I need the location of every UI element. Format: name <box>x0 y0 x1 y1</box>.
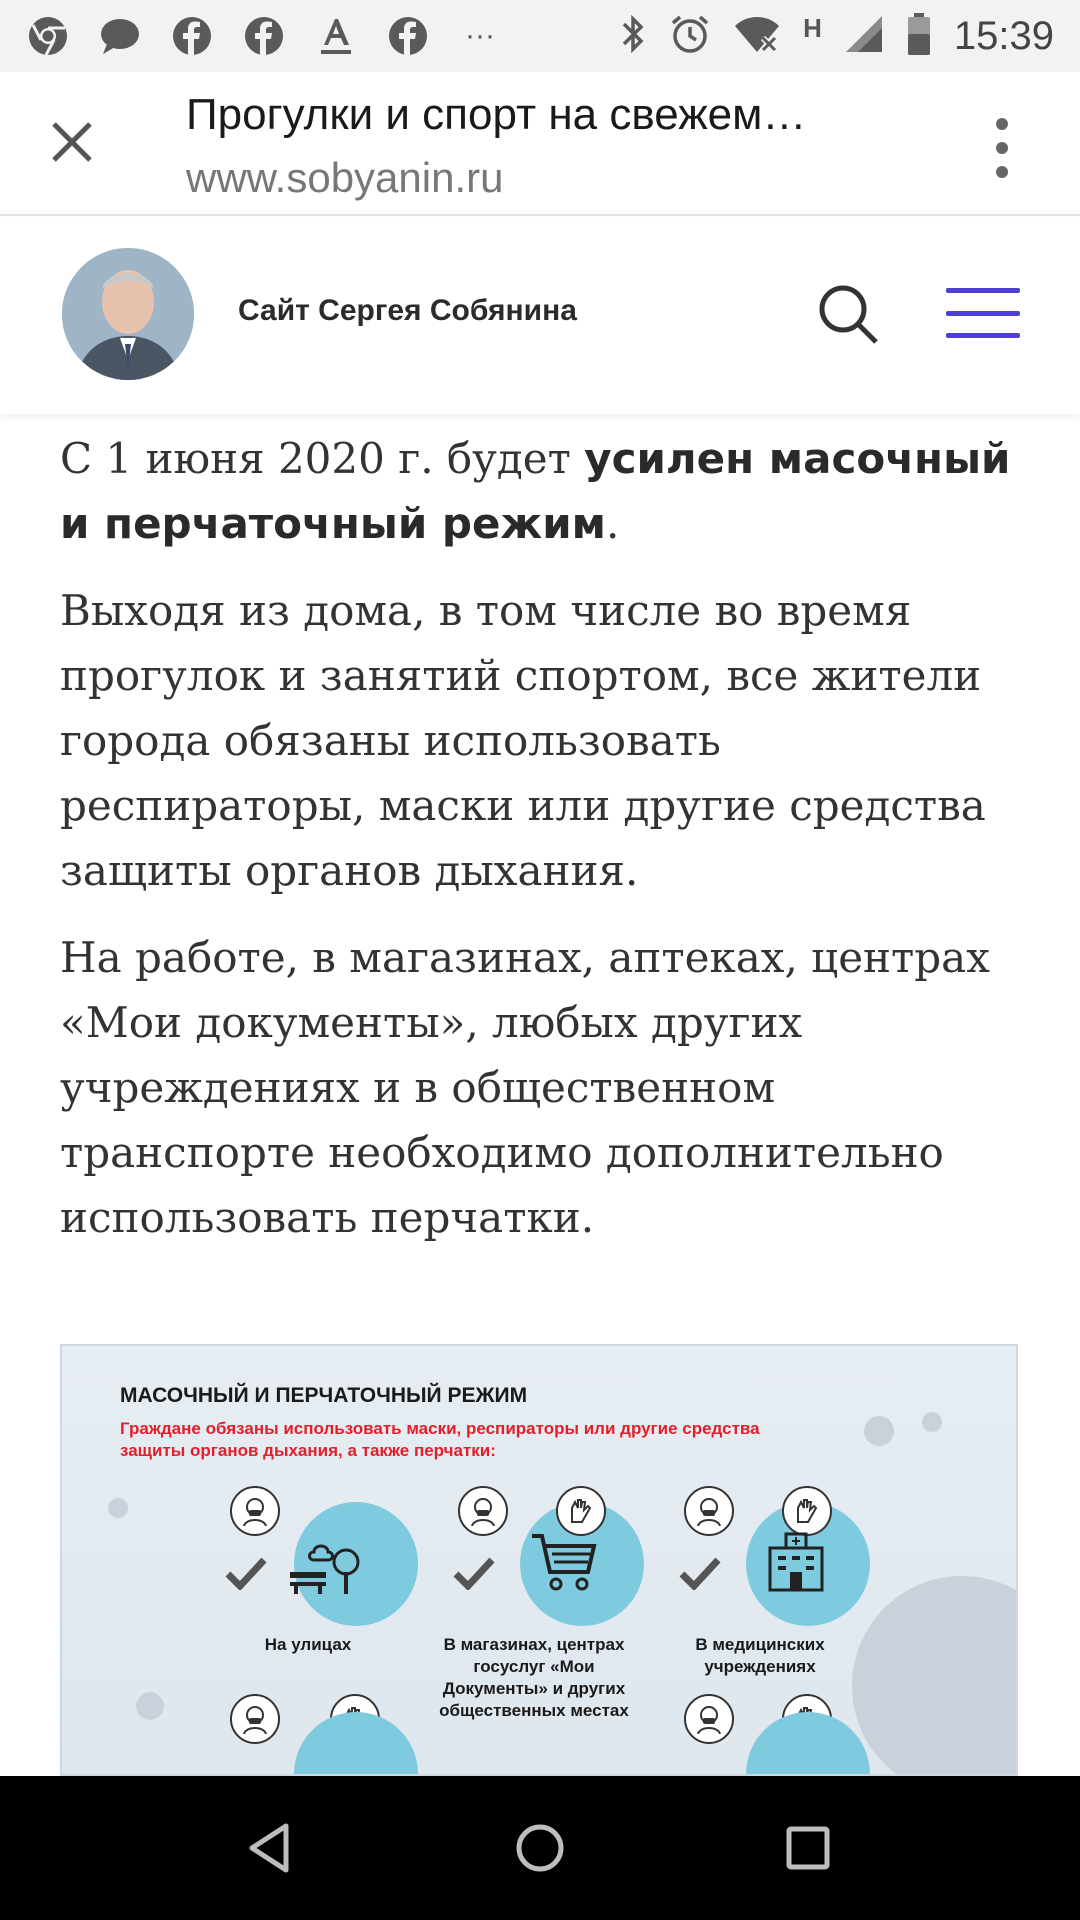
site-name[interactable]: Сайт Сергея Собянина <box>238 294 577 327</box>
cart-icon <box>530 1530 600 1596</box>
check-icon <box>452 1556 496 1590</box>
check-icon <box>224 1556 268 1590</box>
dot-icon <box>996 118 1008 130</box>
virus-icon <box>922 1412 942 1432</box>
status-bar <box>0 0 1080 72</box>
paragraph-text: . <box>605 499 620 548</box>
office-circle <box>746 1712 870 1776</box>
wifi-off-icon <box>733 14 781 59</box>
infographic-image[interactable] <box>60 1344 1018 1776</box>
paragraph-text: С 1 июня 2020 г. будет <box>60 434 585 483</box>
park-icon <box>284 1532 368 1596</box>
back-button[interactable] <box>234 1812 306 1884</box>
menu-line <box>946 333 1020 338</box>
paragraph-bold-text: усилен масочный и перчаточный режим <box>60 434 1011 548</box>
navigation-bar <box>0 1776 1080 1920</box>
close-icon <box>50 120 94 164</box>
item-label-medical: В медицинских учреждениях <box>695 1635 825 1676</box>
search-button[interactable] <box>816 282 880 346</box>
back-triangle-icon <box>246 1822 294 1874</box>
article-paragraph: Выходя из дома, в том числе во время прогулок и занятий спортом, все жители города обязаны использовать респираторы, маски или другие средства защиты органов дыхания. <box>60 586 986 895</box>
virus-icon <box>852 1576 1018 1776</box>
menu-line <box>946 311 1020 316</box>
bluetooth-icon <box>619 13 647 60</box>
alarm-icon <box>669 13 711 60</box>
home-button[interactable] <box>504 1812 576 1884</box>
chat-icon <box>98 14 142 58</box>
menu-line <box>946 288 1020 293</box>
mask-icon <box>684 1486 734 1536</box>
gloves-icon <box>782 1486 832 1536</box>
home-circle-icon <box>514 1822 566 1874</box>
infographic-title: МАСОЧНЫЙ И ПЕРЧАТОЧНЫЙ РЕЖИМ <box>120 1384 528 1407</box>
article-body <box>60 426 1020 1272</box>
page-url[interactable]: www.sobyanin.ru <box>186 154 504 201</box>
facebook-icon <box>386 14 430 58</box>
browser-toolbar <box>0 72 1080 216</box>
virus-icon <box>108 1498 128 1518</box>
site-header <box>0 218 1080 414</box>
mask-icon <box>230 1486 280 1536</box>
avatar[interactable] <box>62 248 194 380</box>
more-options-button[interactable] <box>980 118 1024 178</box>
facebook-icon <box>242 14 286 58</box>
overflow-dots: ··· <box>465 19 495 52</box>
dot-icon <box>996 166 1008 178</box>
infographic-subtitle: Граждане обязаны использовать маски, респираторы или другие средства защиты органов дыхания, а также перчатки: <box>120 1419 760 1460</box>
virus-icon <box>864 1416 894 1446</box>
hospital-icon <box>764 1530 828 1594</box>
signal-icon <box>844 14 884 59</box>
clock: 15:39 <box>953 13 1054 58</box>
page-title: Прогулки и спорт на свежем… <box>186 90 807 139</box>
gloves-icon <box>556 1486 606 1536</box>
virus-icon <box>136 1692 164 1720</box>
item-label-shops: В магазинах, центрах госуслуг «Мои Документы» и других общественных местах <box>439 1635 629 1720</box>
recents-button[interactable] <box>772 1812 844 1884</box>
article-paragraph: На работе, в магазинах, аптеках, центрах «Мои документы», любых других учреждениях и в общественном транспорте необходимо дополнительно использовать перчатки. <box>60 933 990 1242</box>
chrome-icon <box>26 14 70 58</box>
mask-icon <box>458 1486 508 1536</box>
battery-icon <box>906 12 932 61</box>
article-paragraph <box>60 426 1020 556</box>
text-a-icon <box>314 14 358 58</box>
check-icon <box>678 1556 722 1590</box>
search-icon <box>816 282 880 346</box>
close-tab-button[interactable] <box>40 110 104 174</box>
facebook-icon <box>170 14 214 58</box>
mask-icon <box>230 1694 280 1744</box>
network-type-label: H <box>803 12 822 43</box>
item-label-streets: На улицах <box>264 1635 352 1654</box>
taxi-circle <box>294 1712 418 1776</box>
dot-icon <box>996 142 1008 154</box>
recents-square-icon <box>785 1825 831 1871</box>
menu-button[interactable] <box>946 288 1020 338</box>
mask-icon <box>684 1694 734 1744</box>
